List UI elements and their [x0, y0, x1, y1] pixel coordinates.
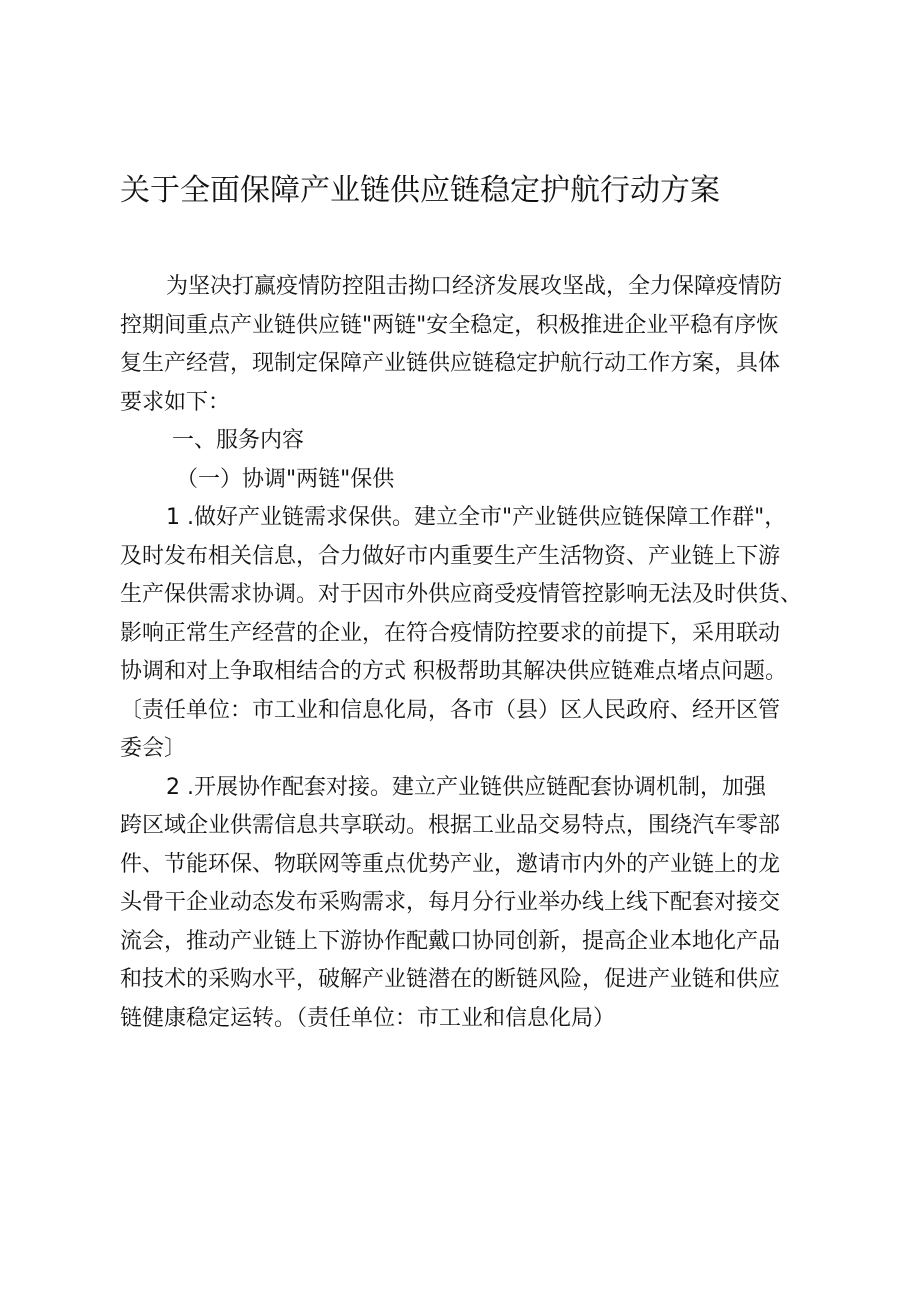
- paragraph-intro-line-4: 要求如下：: [120, 389, 231, 415]
- item-2-line-1: 2 .开展协作配套对接。建立产业链供应链配套协调机制，加强: [166, 774, 766, 800]
- item-1-line-2: 及时发布相关信息，合力做好市内重要生产生活物资、产业链上下游: [120, 543, 781, 569]
- paragraph-intro-line-2: 控期间重点产业链供应链"两链"安全稳定，积极推进企业平稳有序恢: [120, 312, 779, 338]
- paragraph-intro-line-1: 为坚决打赢疫情防控阻击拗口经济发展攻坚战，全力保障疫情防: [166, 274, 783, 299]
- item-2-line-4: 头骨干企业动态发布采购需求，每月分行业举办线上线下配套对接交: [120, 890, 781, 915]
- section-heading-1: 一、服务内容: [172, 428, 305, 453]
- item-1-line-1: 1 .做好产业链需求保供。建立全市"产业链供应链保障工作群"，: [166, 505, 787, 530]
- item-2-line-5: 流会，推动产业链上下游协作配戴口协同创新，提高企业本地化产品: [120, 928, 781, 954]
- document-body: [120, 268, 820, 1038]
- item-1-line-5: 协调和对上争取相结合的方式 积极帮助其解决供应链难点堵点问题。: [120, 659, 787, 684]
- item-1-line-4: 影响正常生产经营的企业，在符合疫情防控要求的前提下，采用联动: [120, 620, 781, 646]
- item-1-line-7: 委会〕: [120, 736, 187, 761]
- item-2-line-2: 跨区域企业供需信息共享联动。根据工业品交易特点，围绕汽车零部: [120, 813, 781, 838]
- item-2-line-3: 件、节能环保、物联网等重点优势产业，邀请市内外的产业链上的龙: [120, 851, 781, 877]
- paragraph-intro-line-3: 复生产经营，现制定保障产业链供应链稳定护航行动工作方案，具体: [120, 351, 781, 376]
- item-2-line-7: 链健康稳定运转。（责任单位：市工业和信息化局）: [120, 1005, 616, 1031]
- subsection-heading-1: （一）协调"两链"保供: [176, 466, 395, 492]
- item-1-line-6: 〔责任单位：市工业和信息化局，各市（县）区人民政府、经开区管: [120, 697, 781, 723]
- item-1-line-3: 生产保供需求协调。对于因市外供应商受疫情管控影响无法及时供货、: [120, 582, 803, 607]
- item-2-line-6: 和技术的采购水平，破解产业链潜在的断链风险，促进产业链和供应: [120, 967, 781, 992]
- document-title: 关于全面保障产业链供应链稳定护航行动方案: [120, 173, 720, 208]
